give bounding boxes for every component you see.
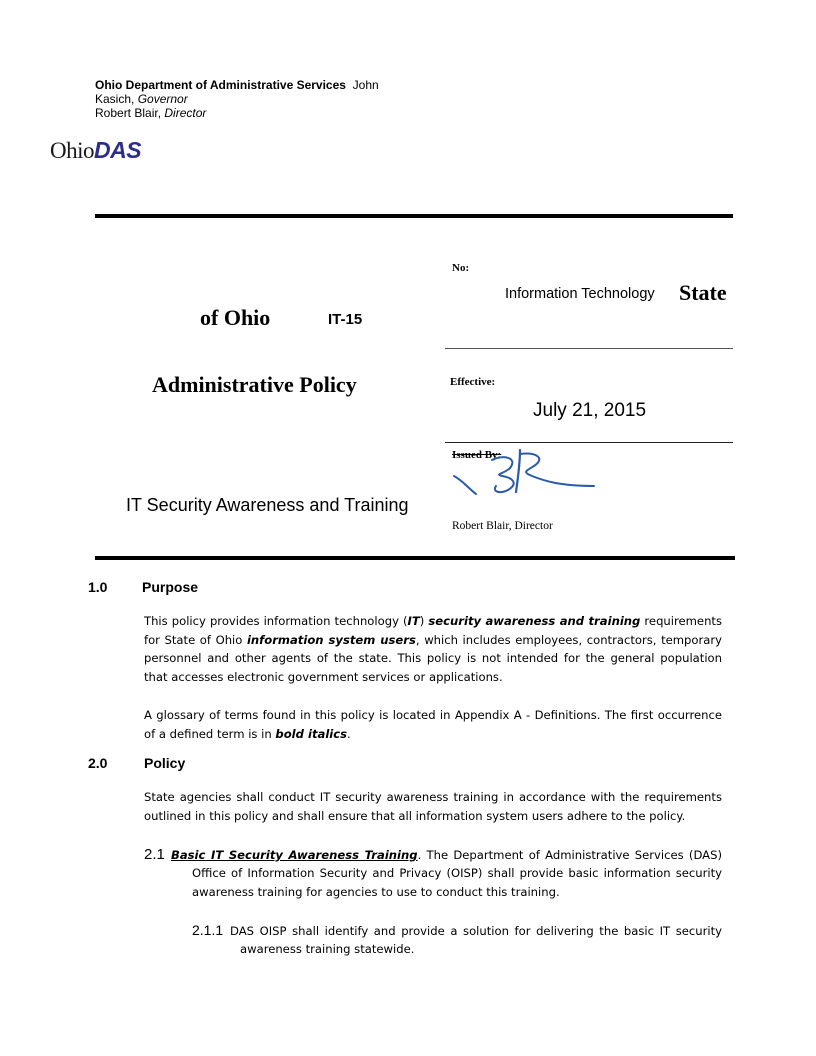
org-header-line2: [95, 92, 188, 106]
bottom-rule: [95, 556, 735, 560]
section-2-title: Policy: [144, 755, 186, 771]
policy-subject: IT Security Awareness and Training: [126, 495, 409, 515]
purpose-p1-line4: that accesses electronic government services or applications.: [144, 669, 503, 684]
policy-p1-line2: outlined in this policy and shall ensure that all information system users adhere to the policy.: [144, 808, 686, 823]
director-name: Robert Blair,: [95, 106, 162, 120]
policy-title-part2: Administrative Policy: [152, 372, 357, 397]
org-header-line3: [95, 106, 206, 120]
logo-das-text: DAS: [94, 137, 142, 163]
signature-image: [448, 446, 608, 498]
subsection-2-1-line2: Office of Information Security and Privacy (OISP) shall provide basic information security: [192, 866, 722, 880]
policy-number: IT-15: [328, 311, 363, 328]
governor-last-name: Kasich,: [95, 92, 135, 106]
subsection-2-1-title: Basic IT Security Awareness Training: [171, 848, 418, 862]
no-label: No:: [452, 262, 470, 274]
rule-under-no: [445, 348, 733, 349]
policy-title-part1: of Ohio: [200, 305, 271, 330]
purpose-p2-line1: A glossary of terms found in this policy is located in Appendix A - Definitions. The first occurrence: [144, 708, 722, 722]
governor-first-name: John: [352, 78, 379, 92]
governor-title: Governor: [137, 92, 188, 106]
state-word: State: [679, 280, 727, 305]
subsection-2-1-1-line2: awareness training statewide.: [240, 942, 415, 956]
issued-by-label: Issued By:: [452, 449, 502, 461]
subsection-2-1-number: 2.1: [144, 846, 165, 863]
section-1-number: 1.0: [88, 579, 108, 595]
effective-label: Effective:: [450, 376, 496, 388]
purpose-p1-line3: personnel and other agents of the state. This policy is not intended for the general population: [144, 651, 722, 666]
subsection-2-1-1-number: 2.1.1: [192, 922, 224, 938]
ohio-das-logo: [50, 137, 141, 164]
subsection-2-1-body: [192, 864, 722, 901]
director-title: Director: [164, 106, 207, 120]
issuer-name: Robert Blair, Director: [452, 520, 553, 532]
rule-under-effective: [445, 442, 733, 443]
policy-p1-line1: State agencies shall conduct IT security awareness training in accordance with the requirements: [144, 790, 722, 804]
purpose-paragraph-1: [144, 612, 722, 686]
top-rule: [95, 214, 733, 218]
purpose-p2-line2: of a defined term is in bold italics.: [144, 726, 351, 741]
purpose-p1-line2: for State of Ohio information system users, which includes employees, contractors, temporary: [144, 632, 722, 647]
purpose-p1-line1: This policy provides information technology (IT) security awareness and training requirements: [144, 614, 722, 628]
section-1-title: Purpose: [142, 579, 199, 595]
subsection-2-1-1-line1: DAS OISP shall identify and provide a solution for delivering the basic IT security: [230, 924, 722, 938]
logo-ohio-text: Ohio: [50, 138, 94, 163]
purpose-paragraph-2: [144, 706, 722, 743]
subsection-2-1-line1: Basic IT Security Awareness Training. The Department of Administrative Services (DAS): [171, 848, 722, 862]
org-name: Ohio Department of Administrative Services: [95, 78, 346, 92]
effective-date: July 21, 2015: [533, 400, 647, 421]
subsection-2-1-line3: awareness training for agencies to use to conduct this training.: [192, 884, 560, 899]
policy-category: Information Technology: [505, 286, 655, 302]
policy-paragraph-1: [144, 788, 722, 825]
org-header-line1: [95, 78, 379, 92]
section-2-number: 2.0: [88, 755, 108, 771]
